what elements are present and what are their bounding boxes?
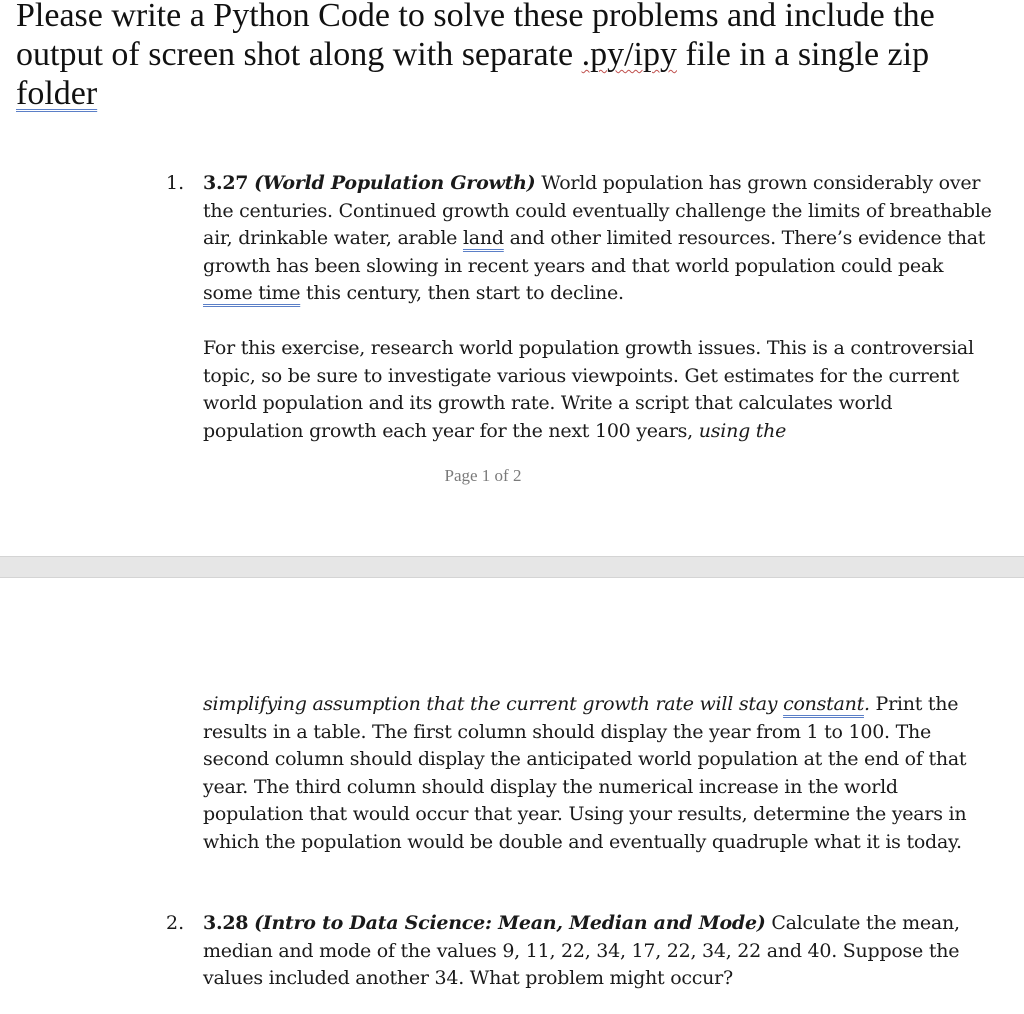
- problem-2-number: 2.: [166, 912, 185, 934]
- problem-1-word-sometime: some time: [203, 282, 301, 304]
- instruction-heading: [16, 0, 1016, 113]
- heading-file-extension: .py/ipy: [581, 36, 677, 73]
- problem-2-text: Calculate the mean, median and mode of the values 9, 11, 22, 34, 17, 22, 34, 22 and 40. Suppose the values included another 34. What problem might occur?: [203, 912, 960, 989]
- problem-2-id: 3.28: [203, 912, 249, 934]
- problem-1-paragraph-3: [203, 691, 993, 856]
- problem-1-p3-italic: simplifying assumption that the current growth rate will stay: [203, 693, 784, 715]
- problem-1-title: (World Population Growth): [254, 172, 536, 194]
- problem-1-text-a: World population has grown considerably over the centuries. Continued growth could eventually challenge the limits of breathable air, drinkable water, arable: [203, 172, 992, 249]
- problem-1-word-constant: constant: [783, 693, 864, 715]
- problem-1-word-land: land: [462, 227, 504, 249]
- page-break-gap: [0, 556, 1024, 578]
- problem-1-text-b: and other limited resources. There’s evidence that growth has been slowing in recent years and that world population could peak: [203, 227, 986, 277]
- problem-1-id: 3.27: [203, 172, 249, 194]
- problem-1-paragraph-2: [203, 335, 993, 445]
- problem-1-p3-period: .: [863, 693, 870, 715]
- problem-2-title: (Intro to Data Science: Mean, Median and Mode): [254, 912, 766, 934]
- problem-1-p3-text: Print the results in a table. The first column should display the year from 1 to 100. The second column should display the anticipated world population at the end of that year. The third column should display the numerical increase in the world population that would occur that year. Using your results, determine the years in which the population would be double and eventually quadruple what it is today.: [203, 693, 967, 853]
- problem-1-number: 1.: [166, 172, 185, 194]
- heading-folder-word: folder: [16, 75, 98, 112]
- heading-text-1: Please write a Python Code to solve these problems and include the output of screen shot along with separate: [16, 0, 935, 73]
- problem-1-text-c: this century, then start to decline.: [300, 282, 624, 304]
- problem-1-p2-text: For this exercise, research world population growth issues. This is a controversial topic, so be sure to investigate various viewpoints. Get estimates for the current world population and its growth rate. Write a script that calculates world population growth each year for the next 100 years,: [203, 337, 974, 442]
- page-number-label: Page 1 of 2: [444, 466, 522, 485]
- problem-2-paragraph: [203, 910, 993, 993]
- problem-1-paragraph-1: [203, 170, 993, 308]
- document-page-2: [0, 578, 1024, 1014]
- heading-text-2: file in a single zip: [676, 36, 930, 73]
- problem-1-p2-italic: using the: [698, 419, 787, 442]
